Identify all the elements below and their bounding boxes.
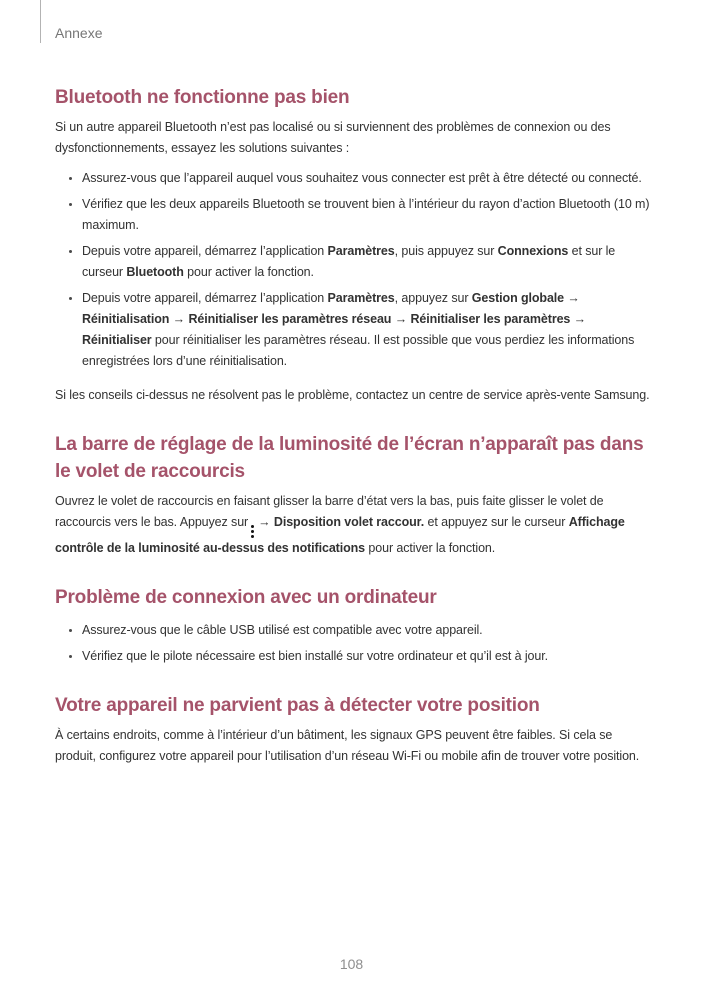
text: →: [391, 312, 411, 326]
page-number: 108: [339, 956, 364, 972]
text: →: [169, 312, 189, 326]
bold-text: Gestion globale: [471, 291, 565, 305]
header-divider: [40, 0, 41, 43]
text: Depuis votre appareil, démarrez l’application: [82, 291, 328, 305]
text: →: [570, 312, 587, 326]
bold-text: Réinitialiser les paramètres réseau: [188, 312, 392, 326]
bullet-item: [55, 288, 653, 372]
bold-text: Disposition volet raccour.: [273, 515, 425, 529]
paragraph: [55, 491, 653, 559]
text: Assurez-vous que le câble USB utilisé est compatible avec votre appareil.: [82, 623, 483, 637]
ellipsis-dot: [251, 530, 254, 533]
ellipsis-dot: [251, 535, 254, 538]
section-title: Problème de connexion avec un ordinateur: [55, 587, 437, 608]
bullet-list: [55, 168, 653, 372]
paragraph: [55, 117, 653, 159]
section-title: La barre de réglage de la luminosité de l’écran n’apparaît pas dans le volet de raccourcis: [55, 434, 644, 482]
section-blocks: [55, 620, 653, 667]
text: Vérifiez que les deux appareils Bluetooth se trouvent bien à l’intérieur du rayon d’action Bluetooth (10 m) maximum.: [82, 197, 650, 232]
text: pour activer la fonction.: [183, 265, 314, 279]
section: [55, 431, 653, 559]
text: Depuis votre appareil, démarrez l’application: [82, 244, 328, 258]
bullet-item: [55, 241, 653, 283]
text: À certains endroits, comme à l’intérieur d’un bâtiment, les signaux GPS peuvent être faibles. Si cela se produit, configurez votre appareil pour l’utilisation d’un réseau Wi-Fi ou mobile afin de trouver votre position.: [55, 728, 640, 763]
text: , appuyez sur: [394, 291, 472, 305]
running-header: Annexe: [55, 25, 103, 41]
bullet-item: [55, 646, 653, 667]
section: [55, 692, 653, 767]
section-title: Bluetooth ne fonctionne pas bien: [55, 87, 350, 108]
section: [55, 584, 653, 667]
bold-text: Réinitialisation: [82, 312, 170, 326]
bold-text: Bluetooth: [126, 265, 184, 279]
text: Ouvrez le volet de raccourcis en faisant glisser la barre d’état vers la bas, puis faite glisser le volet de raccourcis vers le bas. Appuyez sur: [55, 494, 604, 529]
text: →: [258, 515, 274, 529]
paragraph: [55, 385, 653, 406]
bold-text: Affichage contrôle de la luminosité au-dessus des notifications: [55, 515, 625, 555]
ellipsis-dot: [251, 525, 254, 528]
section-title: Votre appareil ne parvient pas à détecter votre position: [55, 695, 540, 716]
bold-text: Paramètres: [327, 244, 395, 258]
section: [55, 84, 653, 406]
text: Vérifiez que le pilote nécessaire est bien installé sur votre ordinateur et qu’il est à jour.: [82, 649, 548, 663]
content: [55, 84, 653, 767]
bold-text: Paramètres: [327, 291, 395, 305]
bold-text: Réinitialiser les paramètres: [410, 312, 571, 326]
section-blocks: [55, 725, 653, 767]
text: Si un autre appareil Bluetooth n’est pas localisé ou si surviennent des problèmes de connexion ou des dysfonctionnements, essayez les solutions suivantes :: [55, 120, 611, 155]
text: pour activer la fonction.: [365, 541, 496, 555]
vertical-ellipsis-icon: [251, 525, 254, 538]
section-blocks: [55, 117, 653, 406]
bold-text: Connexions: [497, 244, 569, 258]
text: Si les conseils ci-dessus ne résolvent pas le problème, contactez un centre de service après-vente Samsung.: [55, 388, 650, 402]
text: pour réinitialiser les paramètres réseau. Il est possible que vous perdiez les informations enregistrées lors d’une réinitialisation.: [82, 333, 635, 368]
section-blocks: [55, 491, 653, 559]
text: et appuyez sur le curseur: [424, 515, 569, 529]
bold-text: Réinitialiser: [82, 333, 152, 347]
bullet-item: [55, 194, 653, 236]
text: , puis appuyez sur: [394, 244, 498, 258]
text: →: [564, 291, 580, 305]
paragraph: [55, 725, 653, 767]
bullet-item: [55, 620, 653, 641]
bullet-item: [55, 168, 653, 189]
bullet-list: [55, 620, 653, 667]
text: et sur le curseur: [82, 244, 616, 279]
text: Assurez-vous que l’appareil auquel vous souhaitez vous connecter est prêt à être détecté ou connecté.: [82, 171, 642, 185]
